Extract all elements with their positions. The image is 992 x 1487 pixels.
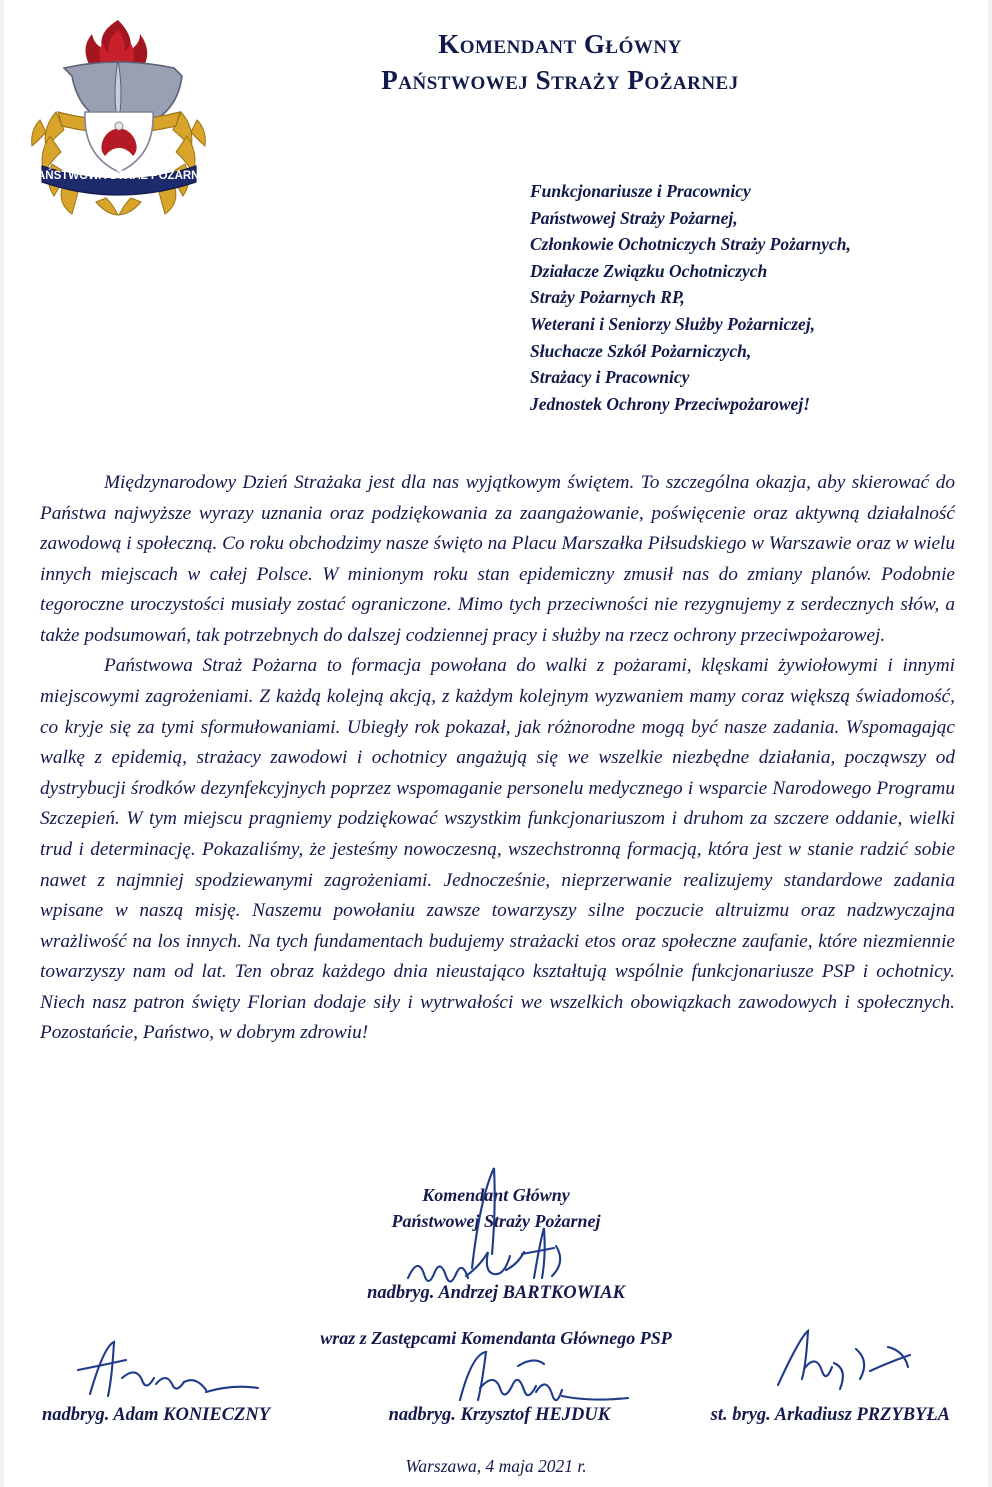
signature-role-line-1: Komendant Główny: [422, 1185, 570, 1205]
deputy-name-1: nadbryg. Adam KONIECZNY: [42, 1405, 271, 1425]
addressee-line: Słuchacze Szkół Pożarniczych,: [530, 340, 752, 361]
signature-main-name: nadbryg. Andrzej BARTKOWIAK: [367, 1283, 625, 1303]
addressee-line: Państwowej Straży Pożarnej,: [530, 207, 738, 228]
addressee-line: Funkcjonariusze i Pracownicy: [530, 181, 751, 201]
addressee-block: [530, 178, 960, 417]
scan-edge-left: [0, 0, 4, 1487]
place-and-date: Warszawa, 4 maja 2021 r.: [405, 1456, 587, 1476]
psp-emblem-icon: [26, 16, 211, 216]
page-title-line-2: Państwowej Straży Pożarnej: [381, 65, 739, 96]
signature-role-line-2: Państwowej Straży Pożarnej: [391, 1211, 601, 1232]
paragraph: Państwowa Straż Pożarna to formacja powołana do walki z pożarami, klęskami żywiołowymi i innymi miejscowymi zagrożeniami. Z każdą kolejną akcją, z każdym kolejnym wyzwaniem mamy coraz większą świadomość, co kryje się za tymi sformułowaniami. Ubiegły rok pokazał, jak różnorodne mogą być nasze zadania. Wspomagając walkę z epidemią, strażacy zawodowi i ochotnicy angażują się we wszelkie niezbędne działania, począwszy od dystrybucji środków dezynfekcyjnych poprzez wspomaganie personelu medycznego i wsparcie Narodowego Programu Szczepień. W tym miejscu pragniemy podziękować wszystkim funkcjonariuszom i druhom za szczere oddanie, wielki trud i determinację. Pokazaliśmy, że jesteśmy nowoczesną, wszechstronną formacją, która jest w stanie radzić sobie nawet z najmniej spodziewanymi zagrożeniami. Jednocześnie, nieprzerwanie realizujemy standardowe zadania wpisane w naszą misję. Naszemu powołaniu zawsze towarzyszy silne poczucie altruizmu oraz nadzwyczajna wrażliwość na los innych. Na tych fundamentach budujemy strażacki etos oraz społeczne zaufanie, które niezmiennie towarzyszy nam od lat. Ten obraz każdego dnia nieustająco kształtują wspólnie funkcjonariusze PSP i ochotnicy. Niech nasz patron święty Florian dodaje siły i wytrwałości we wszelkich obowiązkach zawodowych i społecznych. Pozostańcie, Państwo, w dobrym zdrowiu!: [40, 655, 955, 1044]
addressee-line: Straży Pożarnych RP,: [530, 287, 685, 308]
header-title-block: [210, 26, 910, 99]
addressee-line: Weterani i Seniorzy Służby Pożarniczej,: [530, 313, 816, 334]
signature-with-deputies-label: wraz z Zastępcami Komendanta Głównego PSP: [320, 1328, 672, 1348]
deputy-names-row: [0, 1405, 992, 1426]
deputy-name-2: nadbryg. Krzysztof HEJDUK: [388, 1405, 611, 1425]
addressee-line: Jednostek Ochrony Przeciwpożarowej!: [530, 393, 810, 414]
paragraph: Międzynarodowy Dzień Strażaka jest dla nas wyjątkowym świętem. To szczególna okazja, aby skierować do Państwa najwyższe wyrazy uznania oraz podziękowania za zaangażowanie, poświęcenie oraz aktywną działalność zawodową i społeczną. Co roku obchodzimy nasze święto na Placu Marszałka Piłsudskiego w Warszawie oraz w wielu innych miejscach w całej Polsce. W minionym roku stan epidemiczny zmusił nas do zmiany planów. Podobnie tegoroczne uroczystości musiały zostać ograniczone. Mimo tych przeciwności nie rezygnujemy z serdecznych słów, a także podsumowań, tak potrzebnych do dalszej codziennej pracy i służby na rzecz ochrony przeciwpożarowej.: [40, 472, 955, 646]
deputy-name-3: st. bryg. Arkadiusz PRZYBYŁA: [710, 1405, 950, 1425]
psp-emblem-caption: PAŃSTWOWA STRAŻ POŻARNA: [30, 170, 208, 182]
scan-edge-right: [988, 0, 992, 1487]
addressee-line: Działacze Związku Ochotniczych: [530, 260, 768, 281]
addressee-line: Członkowie Ochotniczych Straży Pożarnych,: [530, 234, 851, 255]
signature-role: [0, 1182, 992, 1234]
page-title-line-1: Komendant Główny: [438, 29, 682, 59]
addressee-line: Strażacy i Pracownicy: [530, 367, 690, 388]
letter-body: [40, 468, 955, 1049]
